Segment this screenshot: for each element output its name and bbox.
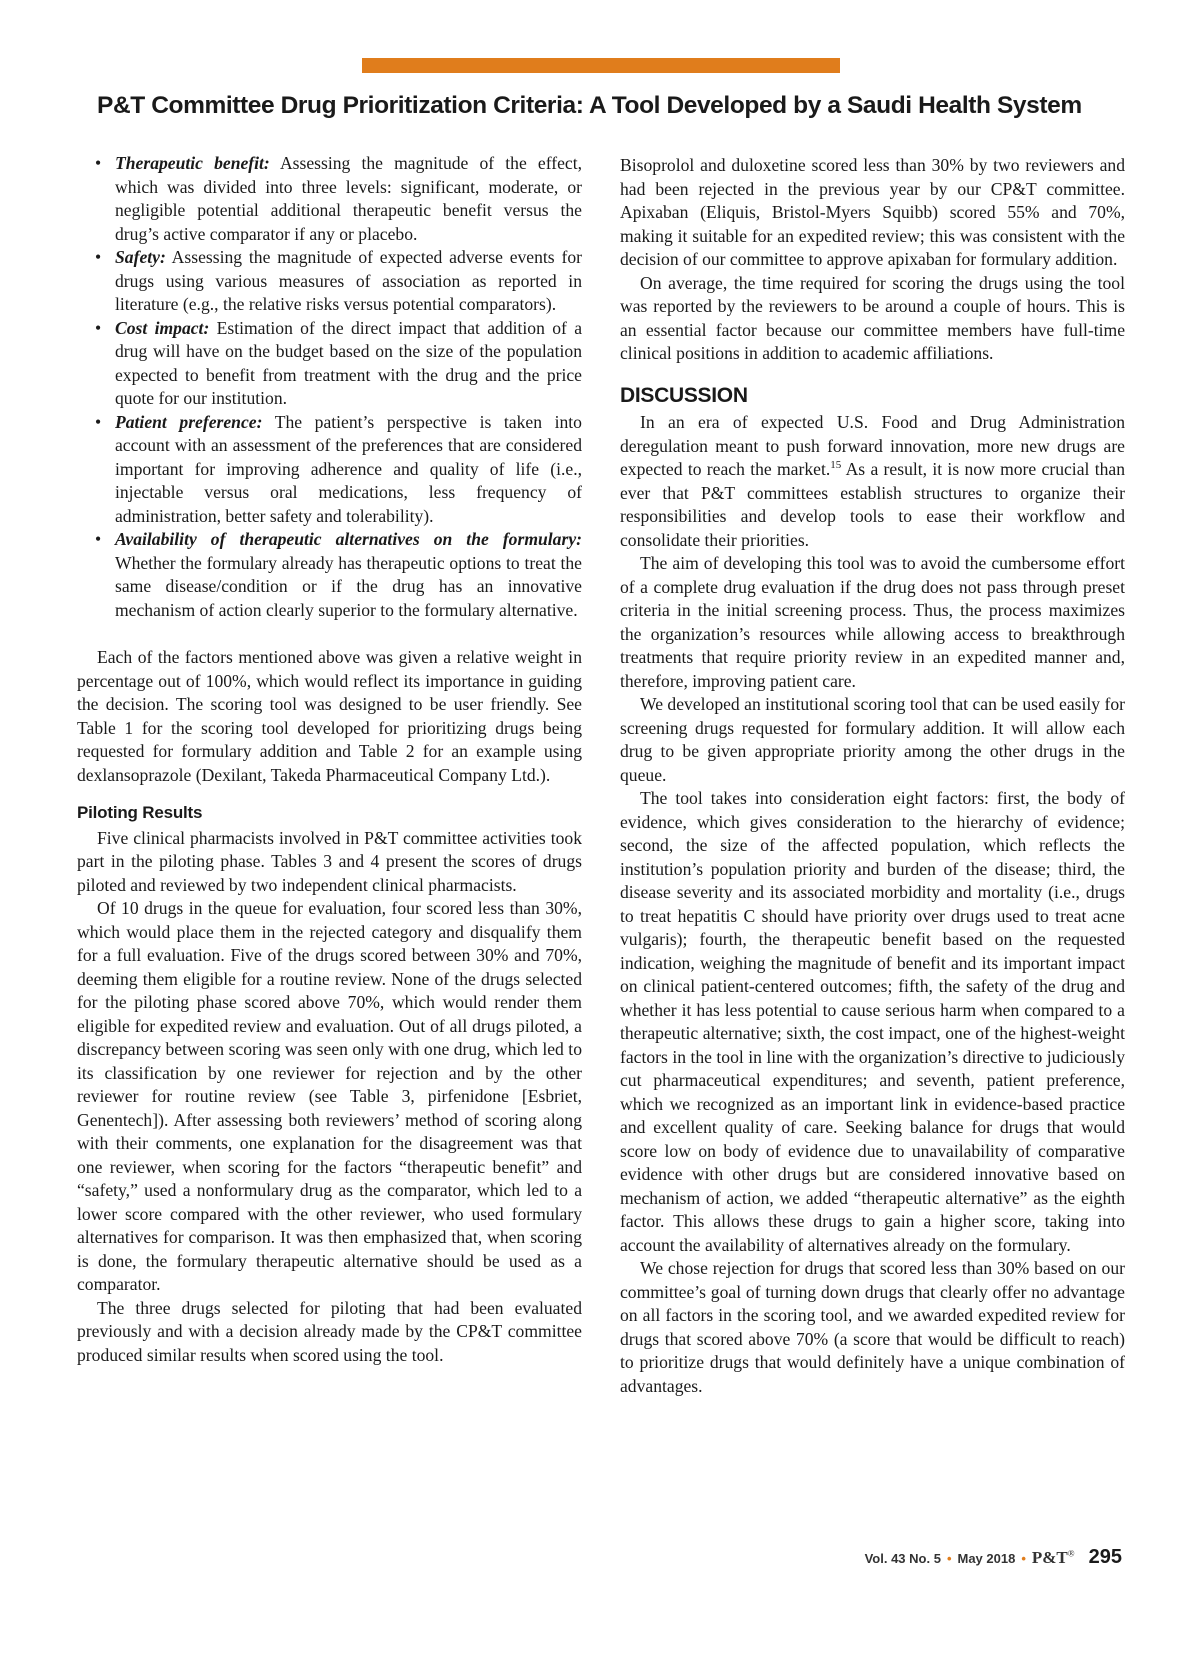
paragraph-piloting-2: Of 10 drugs in the queue for evaluation, four scored less than 30%, which would place them in the rejected category and disqualify them for a full evaluation. Five of the drugs scored between 30% and 70%, deeming them eligible for a routine review. None of the drugs selected for the piloting phase scored above 70%, which would render them eligible for expedited review and evaluation. Out of all drugs piloted, a discrepancy between scoring was seen only with one drug, which led to its classification by one reviewer for rejection and by the other reviewer for routine review (see Table 3, pirfenidone [Esbriet, Genentech]). After assessing both reviewers’ method of scoring along with their comments, one explanation for the disagreement was that one reviewer, when scoring for the factors “therapeutic benefit” and “safety,” used a nonformulary drug as the comparator, which led to a lower score compared with the other reviewer, who used formulary alternatives for comparison. It was then emphasized that, when scoring is done, the formulary therapeutic alternative should be used as a comparator. — [77, 898, 582, 1294]
criteria-list — [77, 152, 582, 622]
list-item: • Therapeutic benefit: Assessing the magnitude of the effect, which was divided into three levels: significant, moderate, or negligible potential additional therapeutic benefit versus the drug’s active comparator if any or placebo. — [95, 153, 583, 244]
header-accent-bar — [362, 58, 840, 73]
discussion-1-text-b: As a result, it is now more crucial than ever that P&T committees establish structures to organize their responsibilities and develop tools to ease their workflow and consolidate their priorities. — [620, 459, 1125, 550]
paragraph-time: On average, the time required for scoring the drugs using the tool was reported by the reviewers to be around a couple of hours. This is an essential factor because our committee members have full-time clinical positions in addition to academic affiliations. — [620, 272, 1125, 363]
criteria-term: Cost impact: — [115, 317, 210, 338]
paragraph-discussion-2: The aim of developing this tool was to avoid the cumbersome effort of a complete drug evaluation if the drug does not pass through preset criteria in the initial screening process. Thus, the process maximizes the organization’s resources while allowing access to breakthrough treatments that require priority review in an expedited manner and, therefore, improving patient care. — [620, 553, 1125, 691]
list-item: • Availability of therapeutic alternatives on the formulary: Whether the formulary already has therapeutic options to treat the same disease/condition or if the drug has an innovative mechanism of action clearly superior to the formulary alternative. — [95, 529, 582, 620]
footer-volume: Vol. 43 No. 5 — [864, 1551, 941, 1566]
registered-mark: ® — [1067, 1548, 1075, 1559]
footer-separator-icon: • — [946, 1551, 952, 1566]
left-column — [77, 152, 582, 1367]
footer-journal-name — [1032, 1548, 1075, 1568]
page-footer — [865, 1546, 1122, 1569]
discussion-heading: DISCUSSION — [620, 383, 748, 407]
criteria-text: Estimation of the direct impact that addition of a drug will have on the budget based on the size of the population expected to benefit from treatment with the drug and the price quote for our institution. — [115, 317, 582, 408]
criteria-text: Whether the formulary already has therapeutic options to treat the same disease/condition or if the drug has an innovative mechanism of action clearly superior to the formulary alternative. — [115, 552, 582, 620]
paragraph-piloting-3: The three drugs selected for piloting that had been evaluated previously and with a decision already made by the CP&T committee produced similar results when scored using the tool. — [77, 1297, 582, 1365]
piloting-results-heading: Piloting Results — [77, 803, 203, 822]
paragraph-piloting-1: Five clinical pharmacists involved in P&T committee activities took part in the piloting phase. Tables 3 and 4 present the scores of drugs piloted and reviewed by two independent clinical pharmacists. — [77, 827, 582, 895]
criteria-text: The patient’s perspective is taken into account with an assessment of the preferences that are considered important for improving adherence and quality of life (i.e., injectable versus oral medications, less frequency of administration, better safety and tolerability). — [115, 411, 582, 526]
right-column — [620, 154, 1125, 1398]
paragraph-discussion-5: We chose rejection for drugs that scored less than 30% based on our committee’s goal of turning down drugs that clearly offer no advantage on all factors in the scoring tool, and we awarded expedited review for drugs that scored above 70% (a score that would be difficult to reach) to prioritize drugs that would definitely have a unique combination of advantages. — [620, 1258, 1125, 1396]
paragraph-weights: Each of the factors mentioned above was given a relative weight in percentage out of 100%, which would reflect its importance in guiding the decision. The scoring tool was designed to be user friendly. See Table 1 for the scoring tool developed for prioritizing drugs being requested for formulary addition and Table 2 for an example using dexlansoprazole (Dexilant, Takeda Pharmaceutical Company Ltd.). — [77, 647, 582, 785]
paragraph-discussion-4: The tool takes into consideration eight factors: first, the body of evidence, which gives consideration to the hierarchy of evidence; second, the size of the affected population, which reflects the institution’s population priority and burden of the disease; third, the disease severity and its associated morbidity and mortality (i.e., drugs to treat hepatitis C should have priority over drugs used to treat acne vulgaris); fourth, the therapeutic benefit based on the requested indication, weighing the magnitude of benefit and its important impact on clinical patient-centered outcomes; fifth, the safety of the drug and whether it has less potential to cause serious harm when compared to a therapeutic alternative; sixth, the cost impact, one of the highest-weight factors in the tool in line with the organization’s directive to judiciously cut pharmaceutical expenditures; and seventh, patient preference, which we recognized as an important link in evidence-based practice and excellent quality of care. Seeking balance for drugs that would score low on body of evidence due to unavailability of comparative evidence with other drugs but are considered innovative based on mechanism of action, we added “therapeutic alternative” as the eighth factor. This allows these drugs to gain a higher score, taking into account the availability of alternatives already on the formulary. — [620, 788, 1125, 1255]
criteria-term: Availability of therapeutic alternatives on the formulary: — [115, 529, 582, 549]
footer-separator-icon: • — [1021, 1551, 1026, 1566]
paragraph-continued: Bisoprolol and duloxetine scored less than 30% by two reviewers and had been rejected in the previous year by our CP&T committee. Apixaban (Eliquis, Bristol-Myers Squibb) scored 55% and 70%, making it suitable for an expedited review; this was consistent with the decision of our committee to approve apixaban for formulary addition. — [620, 155, 1125, 269]
list-item: • Cost impact: Estimation of the direct impact that addition of a drug will have on the budget based on the size of the population expected to benefit from treatment with the drug and the price quote for our institution. — [95, 317, 582, 408]
reference-superscript[interactable]: 15 — [830, 459, 842, 472]
criteria-text: Assessing the magnitude of expected adverse events for drugs using various measures of association as reported in literature (e.g., the relative risks versus potential comparators). — [115, 247, 582, 314]
paragraph-discussion-1 — [620, 411, 1125, 552]
discussion-1-text-a: In an era of expected U.S. Food and Drug Administration deregulation meant to push forward innovation, more new drugs are expected to reach the market. — [620, 412, 1125, 479]
criteria-term: Patient preference: — [115, 411, 263, 432]
footer-date: May 2018 — [957, 1551, 1016, 1566]
criteria-term: Safety: — [115, 247, 166, 267]
paragraph-discussion-3: We developed an institutional scoring tool that can be used easily for screening drugs requested for formulary addition. It will allow each drug to be given appropriate priority among the other drugs in the queue. — [620, 694, 1125, 785]
article-title: P&T Committee Drug Prioritization Criteria: A Tool Developed by a Saudi Health System — [97, 92, 1082, 119]
list-item: • Patient preference: The patient’s perspective is taken into account with an assessment of the preferences that are considered important for improving adherence and quality of life (i.e., injectable versus oral medications, less frequency of administration, better safety and tolerability). — [95, 411, 582, 526]
journal-name-text: P&T — [1031, 1548, 1068, 1567]
list-item: • Safety: Assessing the magnitude of expected adverse events for drugs using various measures of association as reported in literature (e.g., the relative risks versus potential comparators). — [95, 247, 582, 314]
page-number: 295 — [1088, 1546, 1122, 1568]
criteria-text: Assessing the magnitude of the effect, which was divided into three levels: significant, moderate, or negligible potential additional therapeutic benefit versus the drug’s active comparator if any or placebo. — [115, 153, 583, 244]
criteria-term: Therapeutic benefit: — [115, 153, 270, 173]
